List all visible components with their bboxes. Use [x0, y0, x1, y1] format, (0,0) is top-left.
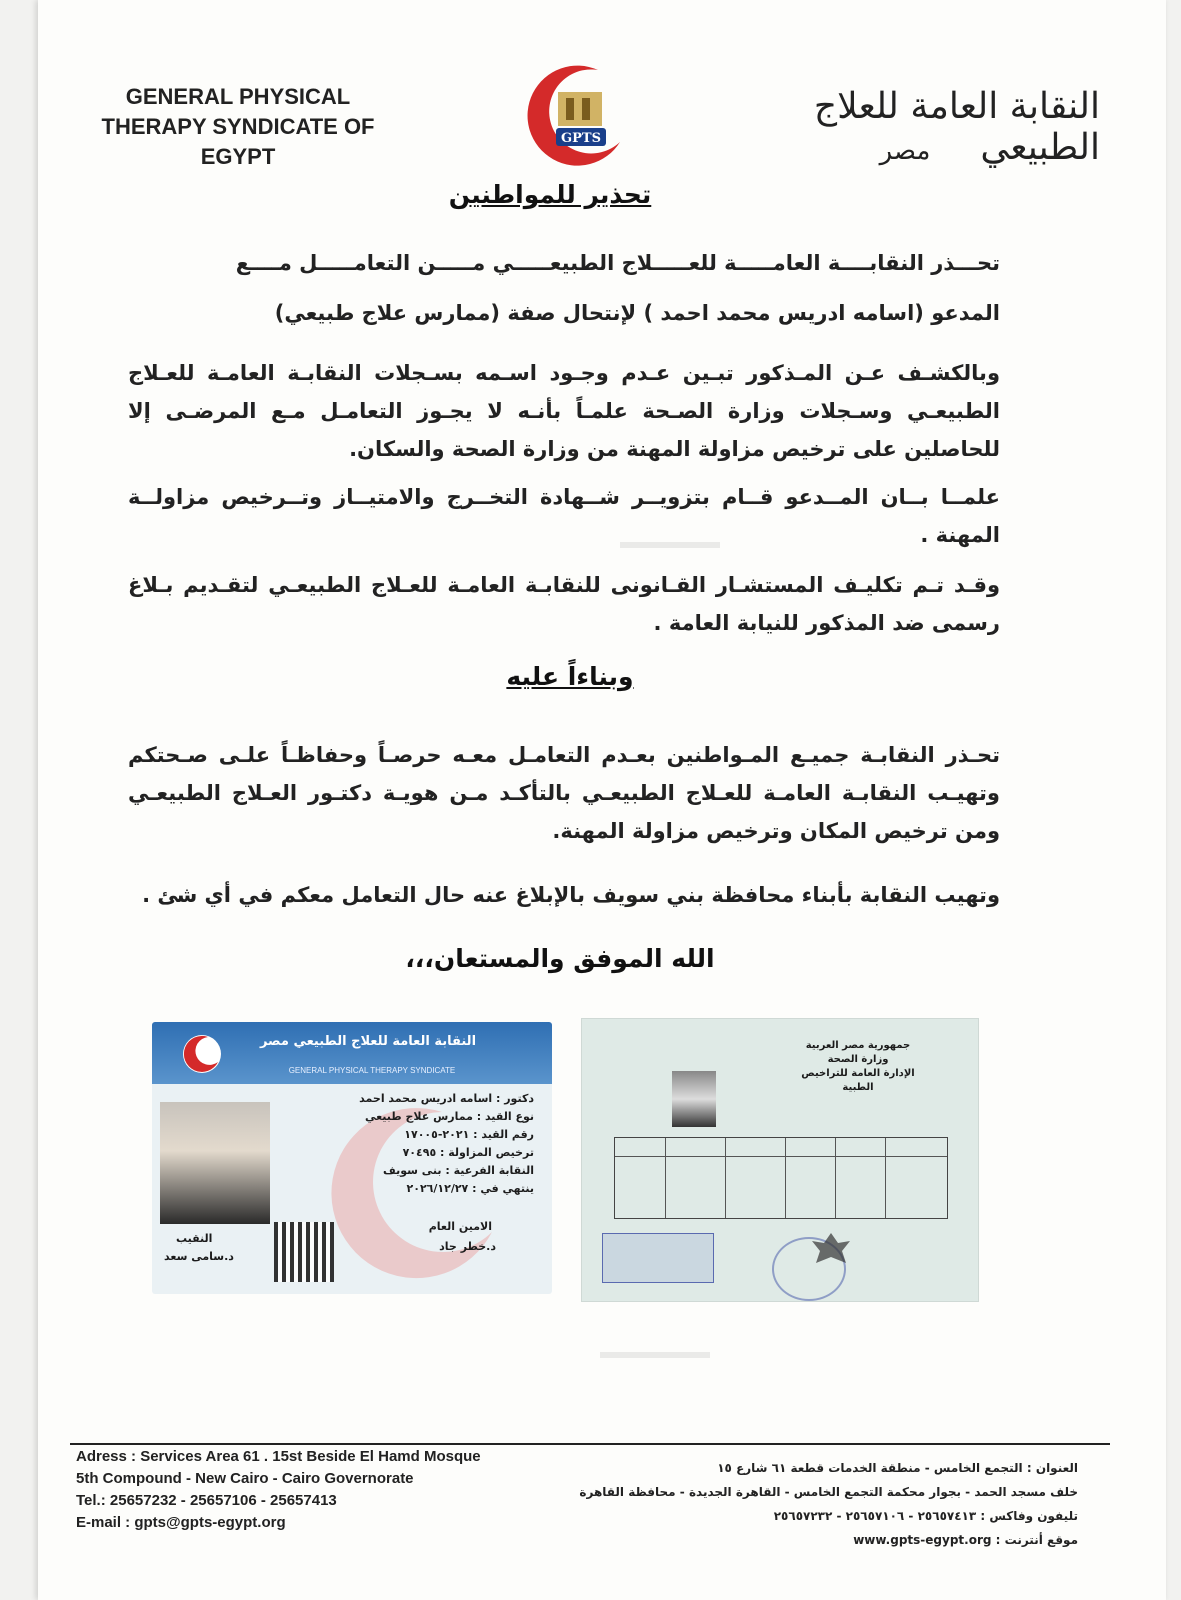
footer-arabic	[560, 1456, 1078, 1552]
english-name-line: GENERAL PHYSICAL	[125, 84, 351, 109]
scan-artifact	[620, 542, 720, 548]
footer-divider	[70, 1443, 1110, 1445]
id-card-name: دكتور : اسامه ادريس محمد احمد	[359, 1092, 534, 1105]
certificate-header-line: الإدارة العامة للتراخيص الطبية	[801, 1068, 915, 1093]
syndicate-english-name	[68, 82, 408, 172]
id-card-type: نوع القيد : ممارس علاج طبيعي	[364, 1110, 534, 1123]
english-name-line: THERAPY SYNDICATE OF	[101, 114, 375, 139]
id-card-head-name: د.سامى سعد	[164, 1250, 234, 1263]
qr-code-icon	[274, 1222, 334, 1282]
id-card-license: ترخيص المزاولة : ٧٠٤٩٥	[402, 1146, 534, 1159]
footer-phone-ar: تليفون وفاكس : ٢٥٦٥٧٤١٣ - ٢٥٦٥٧١٠٦ - ٢٥٦٥٧٢٣٢	[773, 1509, 1078, 1523]
gpts-logo-icon	[520, 62, 632, 174]
id-card-photo	[160, 1102, 270, 1224]
footer-address-line: Adress : Services Area 61 . 15st Beside El Hamd Mosque	[76, 1448, 481, 1465]
certificate-header-line: وزارة الصحة	[827, 1054, 889, 1065]
certificate-stamp-box	[602, 1233, 714, 1283]
syndicate-arabic-country: مصر	[879, 136, 931, 166]
paragraph-3: علمــا بــان المــدعو قــام بتزويــر شــهادة التخــرج والامتيــاز وتــرخيص مزاولــة المهنة .	[128, 485, 1000, 547]
footer-address-line-ar: خلف مسجد الحمد - بجوار محكمة التجمع الخامس - القاهرة الجديدة - محافظة القاهرة	[579, 1485, 1078, 1499]
license-certificate-image	[581, 1018, 979, 1302]
certificate-table	[614, 1137, 948, 1219]
section-subtitle: وبناءاً عليه	[506, 662, 634, 691]
scan-artifact	[600, 1352, 710, 1358]
footer-address-line: 5th Compound - New Cairo - Cairo Governorate	[76, 1470, 414, 1487]
eagle-emblem-icon	[808, 1229, 854, 1269]
id-card-logo-icon	[180, 1032, 224, 1076]
notice-title: تحذير للمواطنين	[448, 180, 652, 209]
footer-email: E-mail : gpts@gpts-egypt.org	[76, 1514, 286, 1531]
paragraph-2: وبالكشـف عـن المـذكور تبـين عـدم وجـود اسـمه بسـجلات النقابـة العامـة للعـلاج الطبيعـي وسـجلات وزارة الصـحة علمـاً بأنـه لا يجـوز التعامـل مـع المرضـى إلا للحاصلين على ترخيص مزاولة المهنة من وزارة الصحة والسكان.	[128, 361, 1000, 461]
footer-website-ar: موقع أنترنت : www.gpts-egypt.org	[853, 1533, 1078, 1547]
paragraph-4: وقـد تـم تكليـف المستشـار القـانونى للنقابـة العامـة للعـلاج الطبيعـي لتقـديم بـلاغ رسمى ضد المذكور للنيابة العامة .	[128, 573, 1000, 635]
id-card-title: النقابة العامة للعلاج الطبيعي مصر	[259, 1034, 477, 1049]
id-card-secretary-name: د.خطر جاد	[439, 1240, 496, 1253]
footer-phone: Tel.: 25657232 - 25657106 - 25657413	[76, 1492, 337, 1509]
id-card-expiry: ينتهي في : ٢٠٢٦/١٢/٢٧	[406, 1182, 534, 1195]
id-card-subtitle: GENERAL PHYSICAL THERAPY SYNDICATE	[288, 1066, 456, 1075]
certificate-photo	[672, 1071, 716, 1127]
id-card-secretary-label: الامين العام	[428, 1220, 492, 1233]
id-card-branch: النقابة الفرعية : بنى سويف	[383, 1164, 534, 1177]
paragraph-5: تحـذر النقابـة جميـع المـواطنين بعـدم التعامـل معـه حرصـاً وحفاظـاً علـى صـحتكم وتهيـب النقابـة العامـة للعـلاج الطبيعـي بالتأكـد مـن هويـة دكتـور العـلاج الطبيعـي ومن ترخيص المكان وترخيص مزاولة المهنة.	[128, 743, 1000, 843]
certificate-header-line: جمهورية مصر العربية	[805, 1040, 911, 1051]
id-card-head-label: النقيب	[176, 1232, 213, 1245]
paragraph-1-line-2: المدعو (اسامه ادريس محمد احمد ) لإنتحال صفة (ممارس علاج طبيعي)	[274, 301, 1000, 325]
footer-english	[76, 1446, 546, 1534]
syndicate-arabic-name: النقابة العامة للعلاج الطبيعي	[813, 86, 1100, 168]
english-name-line: EGYPT	[200, 144, 276, 169]
closing-phrase: الله الموفق والمستعان،،،	[405, 944, 715, 973]
id-card-number: رقم القيد : ٢٠٢١-١٧٠٠٥	[404, 1128, 534, 1141]
logo-text: GPTS	[561, 131, 601, 146]
paragraph-6: وتهيب النقابة بأبناء محافظة بني سويف بالإبلاغ عنه حال التعامل معكم في أي شئ .	[142, 883, 1000, 907]
footer-address-line-ar: العنوان : التجمع الخامس - منطقة الخدمات قطعة ٦١ شارع ١٥	[717, 1461, 1078, 1475]
membership-id-card-image	[152, 1022, 552, 1294]
certificate-header	[798, 1039, 918, 1095]
paragraph-1-line-1: تحـــذر النقابــــة العامـــــة للعـــــلاج الطبيعـــــي مـــــن التعامـــــل مــــع	[235, 251, 1000, 275]
